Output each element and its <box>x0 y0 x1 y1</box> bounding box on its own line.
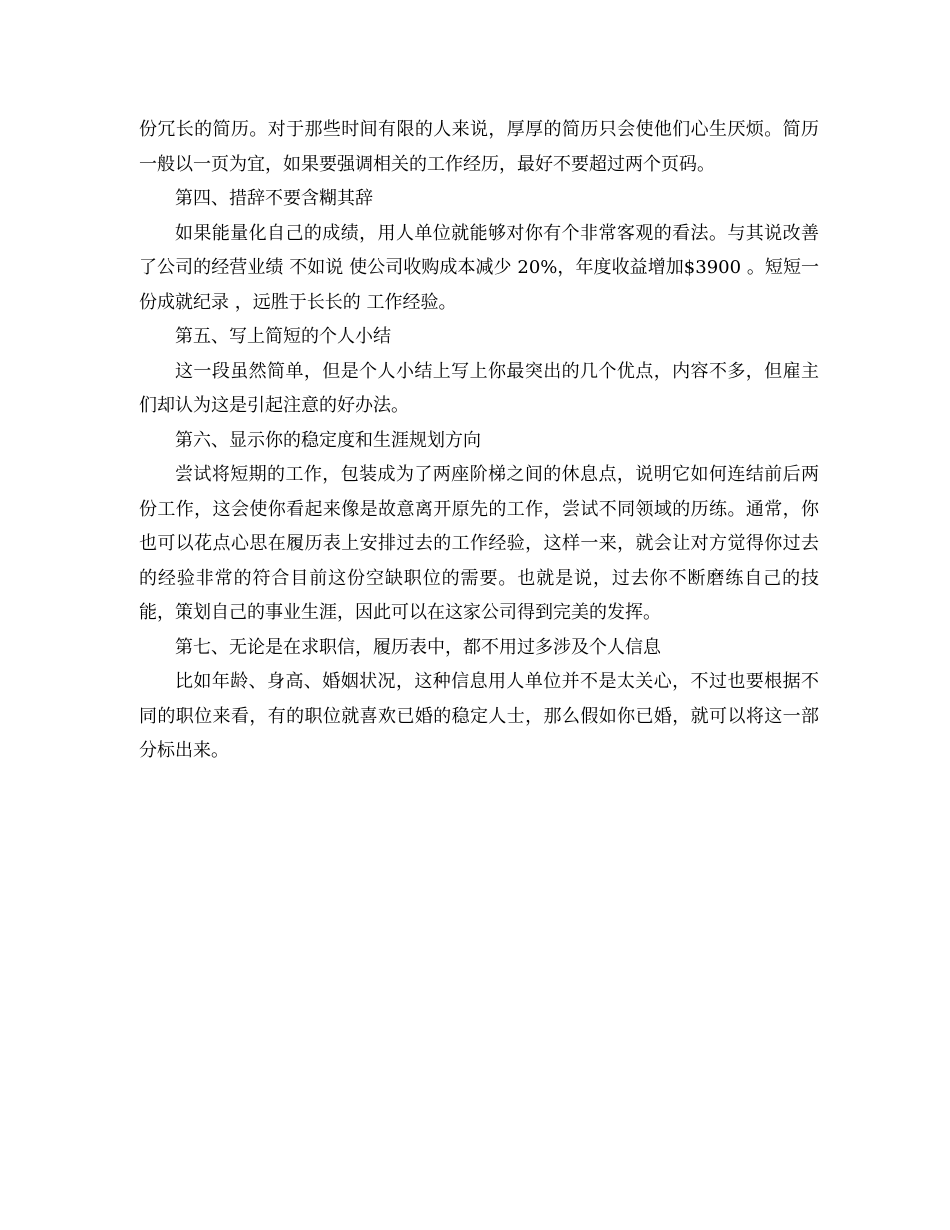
section-heading-7: 第七、无论是在求职信，履历表中，都不用过多涉及个人信息 <box>175 636 661 658</box>
section-heading-6: 第六、显示你的稳定度和生涯规划方向 <box>175 429 481 451</box>
section-heading-4: 第四、措辞不要含糊其辞 <box>175 188 373 209</box>
paragraph-personal-info: 比如年龄、身高、婚姻状况，这种信息用人单位并不是太关心，不过也要根据不同的职位来看，有的职位就喜欢已婚的稳定人士，那么假如你已婚，就可以将这一部分标出来。 <box>139 671 819 761</box>
paragraph-quantify-achievements: 如果能量化自己的成绩，用人单位就能够对你有个非常客观的看法。与其说改善了公司的经营业绩 不如说 使公司收购成本减少 20%，年度收益增加$3900 。短短一份成就纪录 ，远胜于长长的 工作经验。 <box>139 222 819 313</box>
paragraph-personal-summary: 这一段虽然简单，但是个人小结上写上你最突出的几个优点，内容不多，但雇主们却认为这是引起注意的好办法。 <box>139 360 819 416</box>
document-body <box>139 113 819 769</box>
section-heading-5: 第五、写上简短的个人小结 <box>175 326 391 347</box>
paragraph-career-stability: 尝试将短期的工作，包装成为了两座阶梯之间的休息点，说明它如何连结前后两份工作，这会使你看起来像是故意离开原先的工作，尝试不同领域的历练。通常，你也可以花点心思在履历表上安排过去的工作经验，这样一来，就会让对方觉得你过去的经验非常的符合目前这份空缺职位的需要。也就是说，过去你不断磨练自己的技能，策划自己的事业生涯，因此可以在这家公司得到完美的发挥。 <box>139 464 819 623</box>
paragraph-resume-length: 份冗长的简历。对于那些时间有限的人来说，厚厚的简历只会使他们心生厌烦。简历一般以一页为宜，如果要强调相关的工作经历，最好不要超过两个页码。 <box>139 119 819 175</box>
